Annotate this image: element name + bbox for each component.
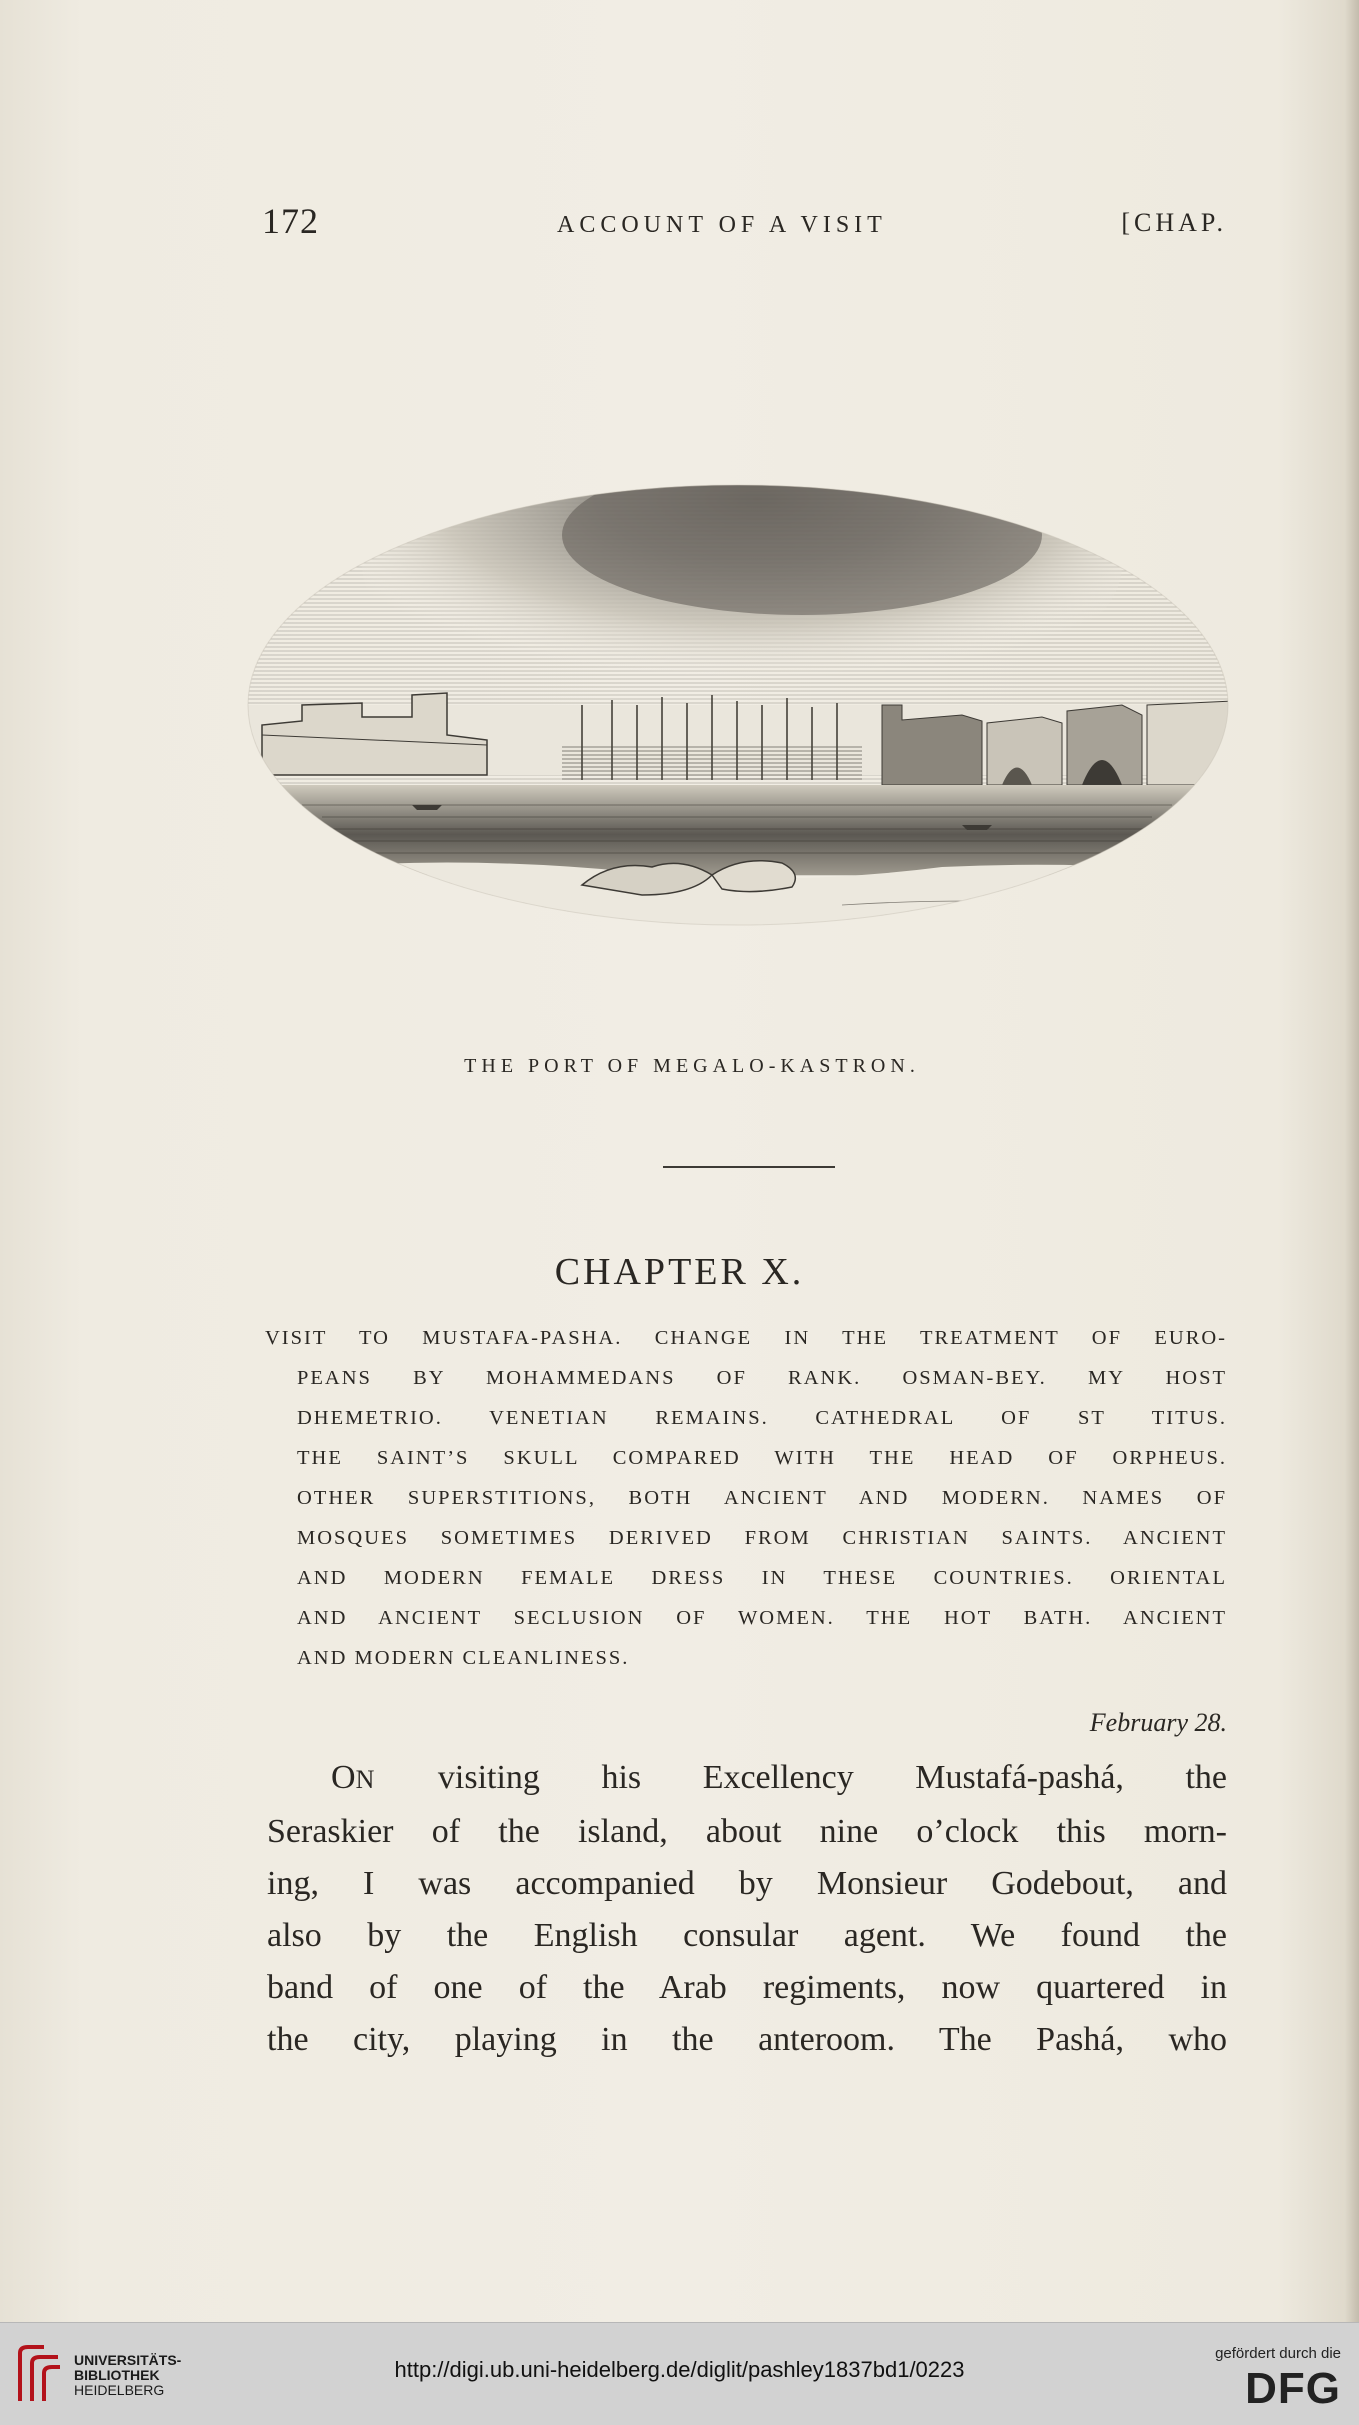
first-word-smallcaps: N	[355, 1765, 377, 1794]
body-text	[267, 1752, 1227, 2066]
chapter-synopsis	[265, 1318, 1227, 1678]
body-first-line	[267, 1752, 1227, 1806]
body-line: Seraskier of the island, about nine o’clock this morn-	[267, 1813, 1227, 1850]
synopsis-line: THE SAINT’S SKULL COMPARED WITH THE HEAD OF ORPHEUS.	[297, 1447, 1227, 1469]
section-rule	[663, 1166, 835, 1168]
page-edge-shadow	[1345, 0, 1359, 2322]
body-line: the city, playing in the anteroom. The Pashá, who	[267, 2021, 1227, 2058]
library-name-line: HEIDELBERG	[74, 2382, 165, 2398]
synopsis-line: OTHER SUPERSTITIONS, BOTH ANCIENT AND MODERN. NAMES OF	[297, 1487, 1227, 1509]
viewer-footer	[0, 2322, 1359, 2425]
permalink-url[interactable]: http://digi.ub.uni-heidelberg.de/diglit/pashley1837bd1/0223	[394, 2357, 965, 2382]
chapter-heading: CHAPTER X.	[554, 1251, 805, 1293]
synopsis-line: VISIT TO MUSTAFA-PASHA. CHANGE IN THE TREATMENT OF EURO-	[265, 1327, 1227, 1349]
engraving-harbor-icon	[242, 405, 1234, 1025]
synopsis-line: AND ANCIENT SECLUSION OF WOMEN. THE HOT BATH. ANCIENT	[297, 1607, 1227, 1629]
library-name-line: BIBLIOTHEK	[74, 2367, 160, 2383]
dateline: February 28.	[1089, 1708, 1227, 1737]
running-head	[262, 200, 1227, 250]
synopsis-line: AND MODERN CLEANLINESS.	[297, 1647, 630, 1669]
funding-label: gefördert durch die	[1215, 2345, 1341, 2362]
body-line: also by the English consular agent. We found the	[267, 1917, 1227, 1954]
dfg-logo-icon: DFG	[1245, 2364, 1341, 2413]
first-line-rest: visiting his Excellency Mustafá-pashá, the	[376, 1759, 1227, 1796]
page-number: 172	[262, 201, 319, 241]
synopsis-line: AND MODERN FEMALE DRESS IN THESE COUNTRIES. ORIENTAL	[297, 1567, 1227, 1589]
chapter-reference: [CHAP.	[1121, 208, 1227, 237]
synopsis-line: PEANS BY MOHAMMEDANS OF RANK. OSMAN-BEY. MY HOST	[297, 1367, 1227, 1389]
body-line: ing, I was accompanied by Monsieur Godebout, and	[267, 1865, 1227, 1902]
illustration-caption: THE PORT OF MEGALO-KASTRON.	[464, 1055, 920, 1077]
synopsis-line: MOSQUES SOMETIMES DERIVED FROM CHRISTIAN SAINTS. ANCIENT	[297, 1527, 1227, 1549]
library-name-line: UNIVERSITÄTS-	[74, 2352, 182, 2368]
body-line: band of one of the Arab regiments, now quartered in	[267, 1969, 1227, 2006]
running-title: ACCOUNT OF A VISIT	[557, 212, 887, 238]
initial-letter: O	[331, 1759, 356, 1796]
synopsis-line: DHEMETRIO. VENETIAN REMAINS. CATHEDRAL OF ST TITUS.	[297, 1407, 1227, 1429]
